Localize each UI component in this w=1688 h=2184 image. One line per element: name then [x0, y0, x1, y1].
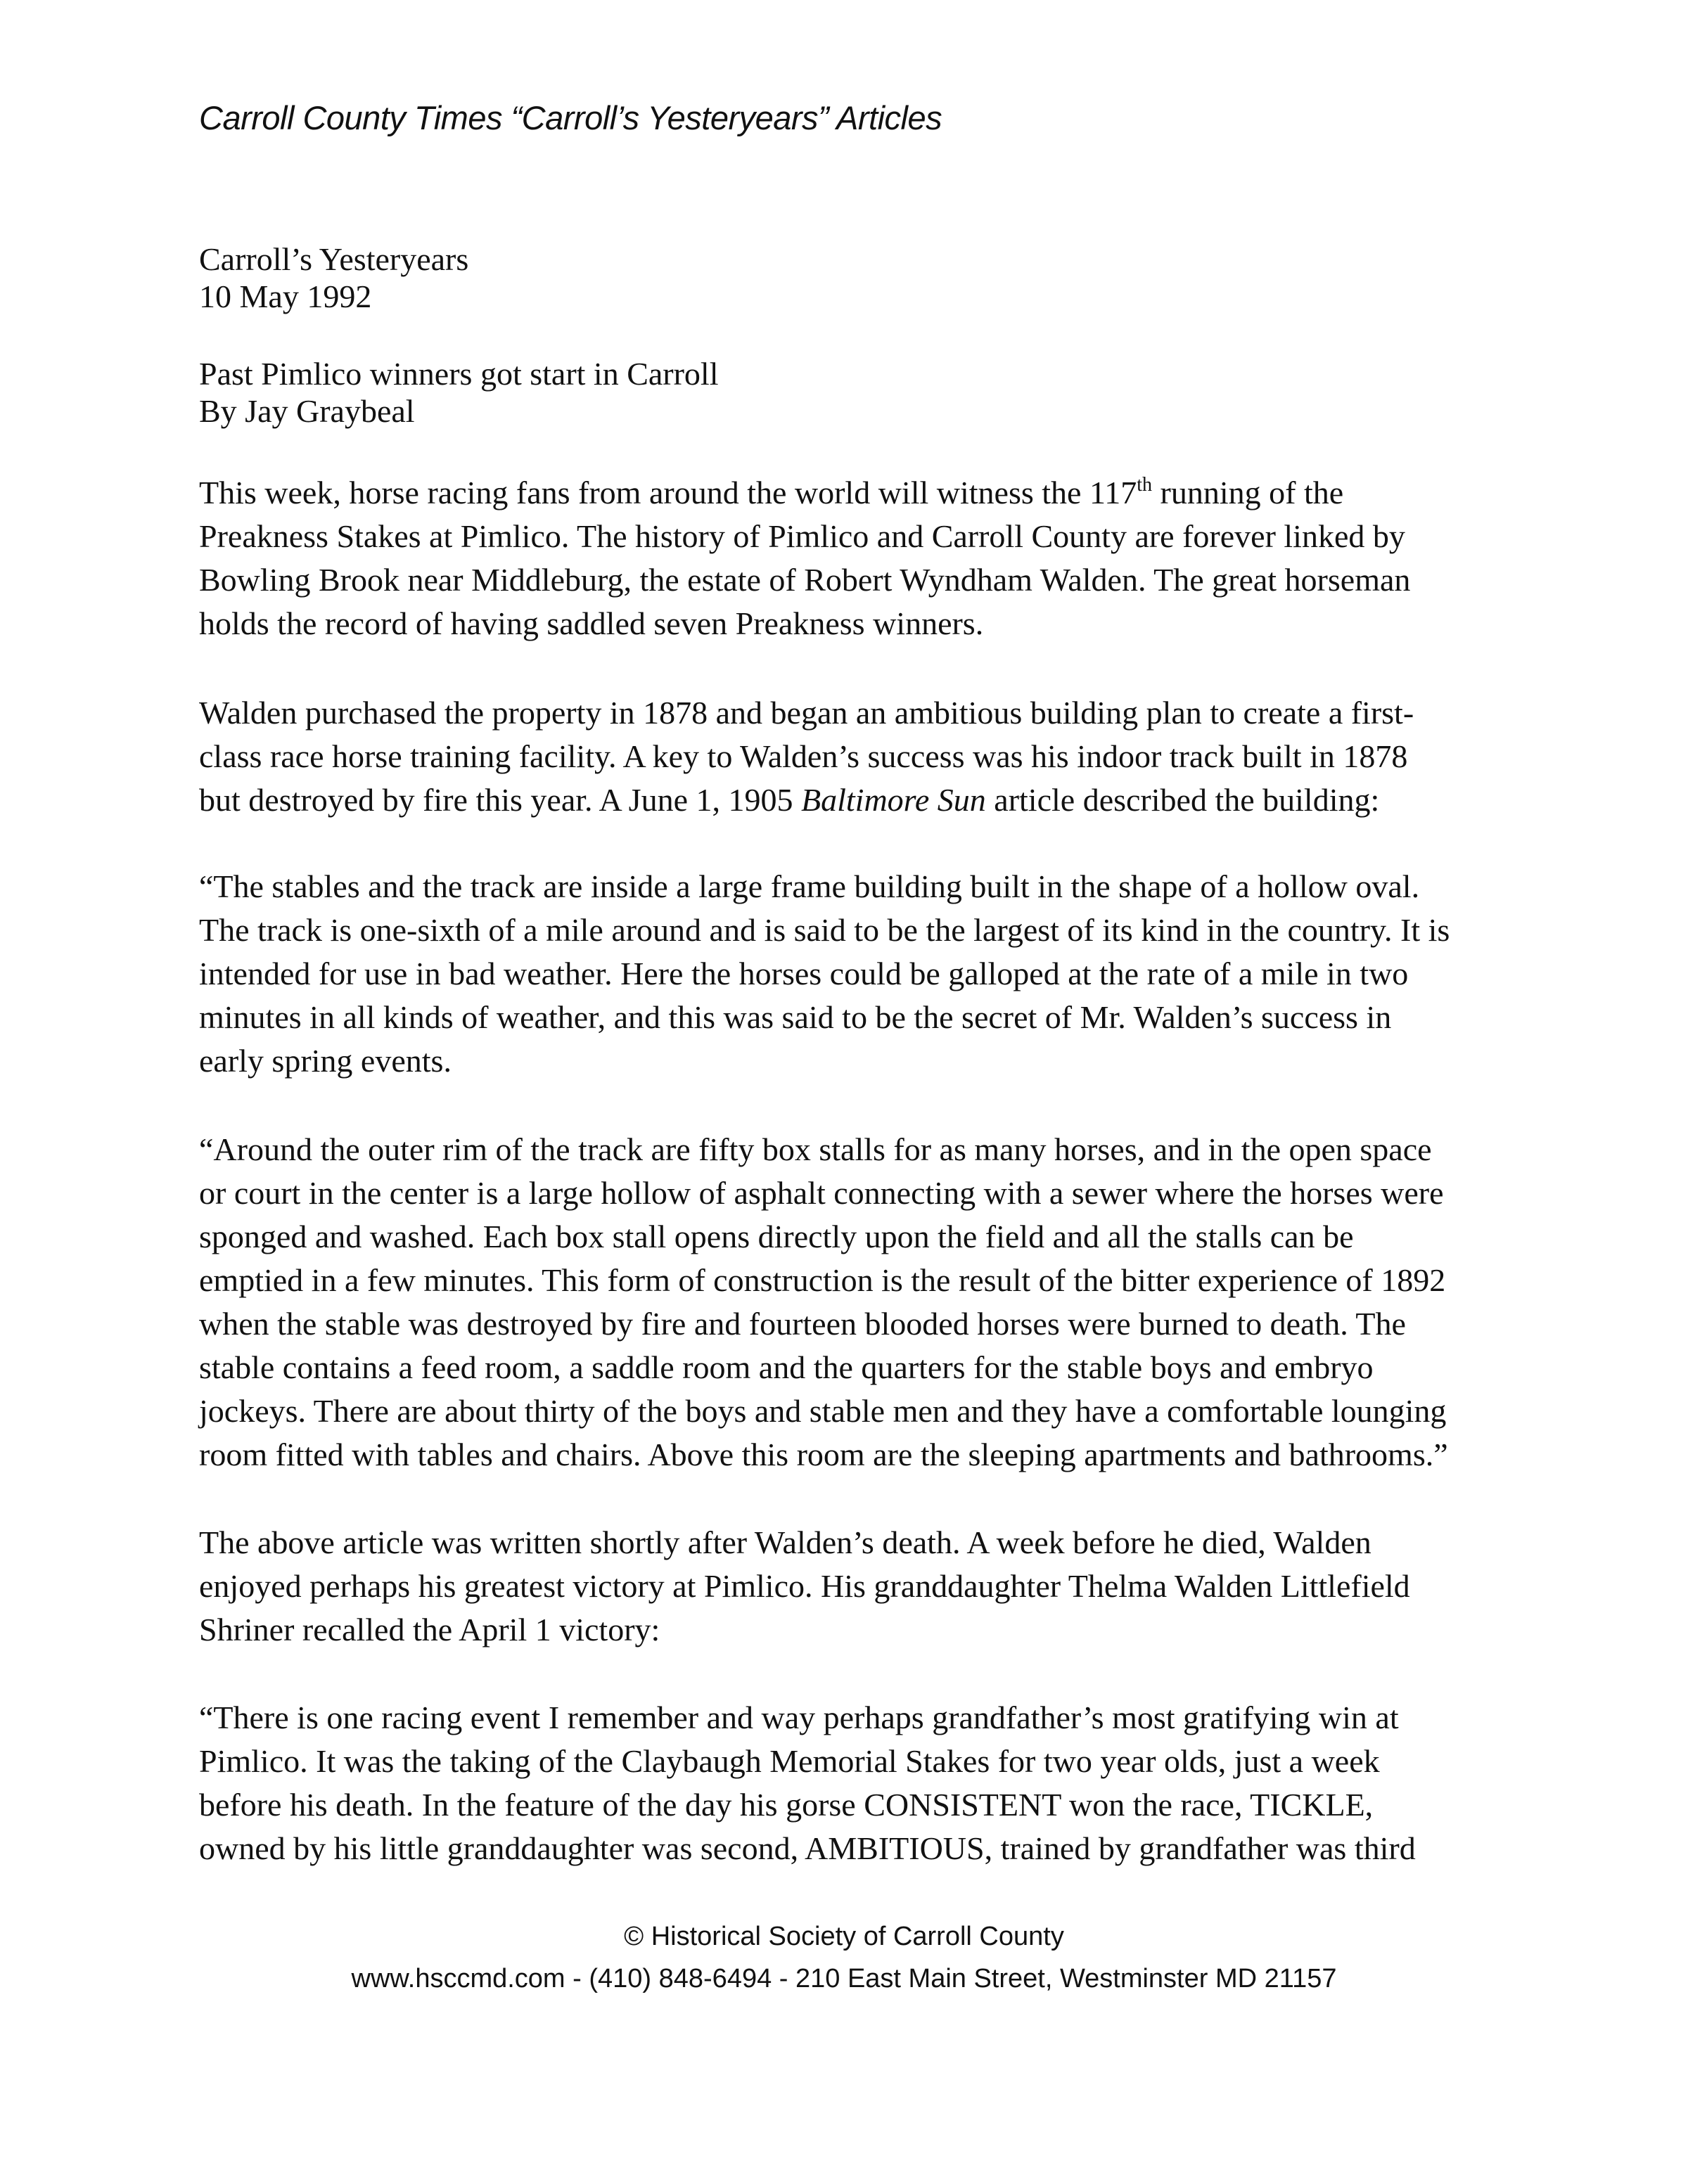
- text-line: [199, 1827, 1416, 1870]
- text-segment: running of the: [1152, 475, 1344, 510]
- text-segment: room fitted with tables and chairs. Above this room are the sleeping apartments and bathrooms.”: [199, 1437, 1448, 1472]
- text-line: [199, 996, 1450, 1039]
- text-segment: early spring events.: [199, 1043, 452, 1079]
- text-segment: “Around the outer rim of the track are fifty box stalls for as many horses, and in the open space: [199, 1131, 1432, 1167]
- text-segment: sponged and washed. Each box stall opens directly upon the field and all the stalls can be: [199, 1219, 1354, 1254]
- text-segment: The track is one-sixth of a mile around and is said to be the largest of its kind in the country. It is: [199, 912, 1450, 948]
- text-line: [199, 1259, 1448, 1302]
- text-line: [199, 952, 1450, 996]
- text-line: [199, 1215, 1448, 1259]
- text-segment: article described the building:: [985, 782, 1380, 818]
- text-line: [199, 558, 1410, 602]
- text-line: [199, 1389, 1448, 1433]
- document-header: Carroll County Times “Carroll’s Yesteryears” Articles: [199, 99, 942, 136]
- text-line: [199, 1346, 1448, 1389]
- paragraph: [199, 1128, 1448, 1477]
- text-segment: emptied in a few minutes. This form of construction is the result of the bitter experience of 1892: [199, 1262, 1446, 1298]
- text-segment: holds the record of having saddled seven Preakness winners.: [199, 605, 984, 641]
- text-line: [199, 691, 1414, 735]
- article-heading: [199, 355, 719, 430]
- text-segment: but destroyed by fire this year. A June 1, 1905: [199, 782, 801, 818]
- column-info: [199, 240, 468, 315]
- superscript: th: [1137, 474, 1153, 496]
- text-segment: Shriner recalled the April 1 victory:: [199, 1612, 660, 1647]
- column-name: Carroll’s Yesteryears: [199, 241, 469, 277]
- text-segment: The above article was written shortly after Walden’s death. A week before he died, Walden: [199, 1524, 1372, 1560]
- text-segment: Preakness Stakes at Pimlico. The history of Pimlico and Carroll County are forever linked by: [199, 518, 1405, 554]
- text-segment: Bowling Brook near Middleburg, the estate of Robert Wyndham Walden. The great horseman: [199, 562, 1411, 598]
- paragraph: [199, 691, 1414, 822]
- text-segment: minutes in all kinds of weather, and this was said to be the secret of Mr. Walden’s success in: [199, 999, 1392, 1035]
- text-segment: or court in the center is a large hollow of asphalt connecting with a sewer where the horses were: [199, 1175, 1444, 1211]
- byline: By Jay Graybeal: [199, 393, 415, 429]
- text-line: [199, 1128, 1448, 1171]
- text-segment: stable contains a feed room, a saddle room and the quarters for the stable boys and embryo: [199, 1349, 1374, 1385]
- text-line: [199, 1039, 1450, 1083]
- text-line: [199, 602, 1410, 645]
- text-segment: jockeys. There are about thirty of the boys and stable men and they have a comfortable lounging: [199, 1393, 1447, 1429]
- text-line: [199, 1740, 1416, 1783]
- page-footer: [0, 1915, 1688, 2000]
- text-segment: intended for use in bad weather. Here the horses could be galloped at the rate of a mile in two: [199, 956, 1409, 991]
- text-line: [199, 1171, 1448, 1215]
- copyright-notice: © Historical Society of Carroll County: [624, 1922, 1064, 1951]
- text-segment: enjoyed perhaps his greatest victory at Pimlico. His granddaughter Thelma Walden Littlefield: [199, 1568, 1410, 1604]
- text-line: [199, 471, 1410, 515]
- italic-title: Baltimore Sun: [801, 782, 986, 818]
- text-line: [199, 778, 1414, 822]
- text-segment: before his death. In the feature of the day his gorse CONSISTENT won the race, TICKLE,: [199, 1787, 1374, 1823]
- headline: Past Pimlico winners got start in Carroll: [199, 356, 719, 392]
- text-line: [199, 1433, 1448, 1477]
- text-segment: “The stables and the track are inside a large frame building built in the shape of a hollow oval.: [199, 868, 1420, 904]
- text-line: [199, 908, 1450, 952]
- text-line: [199, 1696, 1416, 1740]
- text-line: [199, 735, 1414, 778]
- text-line: [199, 1783, 1416, 1827]
- text-segment: Walden purchased the property in 1878 and began an ambitious building plan to create a first-: [199, 695, 1414, 731]
- text-line: [199, 1565, 1410, 1608]
- paragraph: [199, 1521, 1410, 1652]
- text-segment: Pimlico. It was the taking of the Claybaugh Memorial Stakes for two year olds, just a week: [199, 1743, 1380, 1779]
- text-line: [199, 865, 1450, 908]
- text-line: [199, 1608, 1410, 1652]
- text-segment: owned by his little granddaughter was second, AMBITIOUS, trained by grandfather was third: [199, 1830, 1416, 1866]
- paragraph: [199, 865, 1450, 1083]
- contact-info: www.hsccmd.com - (410) 848-6494 - 210 East Main Street, Westminster MD 21157: [351, 1964, 1337, 1993]
- text-line: [199, 1302, 1448, 1346]
- text-segment: class race horse training facility. A key to Walden’s success was his indoor track built in 1878: [199, 738, 1408, 774]
- text-segment: when the stable was destroyed by fire and fourteen blooded horses were burned to death. The: [199, 1306, 1406, 1342]
- article-date: 10 May 1992: [199, 278, 372, 314]
- text-line: [199, 1521, 1410, 1565]
- text-line: [199, 515, 1410, 558]
- text-segment: This week, horse racing fans from around the world will witness the 117: [199, 475, 1137, 510]
- paragraph: [199, 471, 1410, 645]
- paragraph: [199, 1696, 1416, 1870]
- text-segment: “There is one racing event I remember and way perhaps grandfather’s most gratifying win at: [199, 1700, 1399, 1735]
